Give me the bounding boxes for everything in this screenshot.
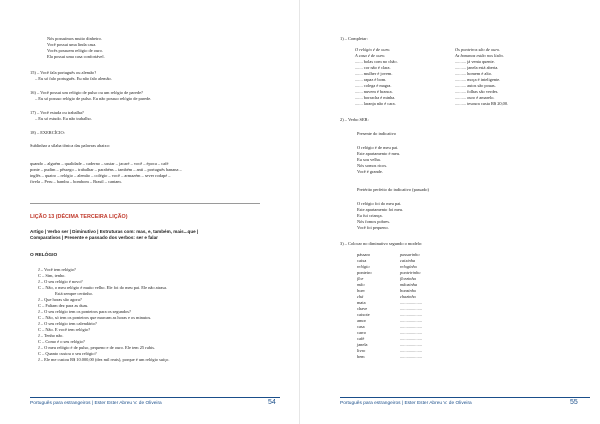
- word: pássaro: [357, 252, 371, 257]
- blank: ....................: [400, 324, 422, 329]
- lesson-title: LIÇÃO 13 (DÉCIMA TERCEIRA LIÇÃO): [30, 214, 128, 220]
- section-divider: [30, 203, 260, 204]
- lesson-topics: Comparativos | Presente e passado dos verbos: ser e falar: [30, 235, 158, 240]
- tense-label: Pretérito perfeito do indicativo (passado): [357, 187, 429, 192]
- word: mão: [357, 282, 365, 287]
- fill-right: .......... tesoura custa R$ 20,00.: [455, 101, 509, 106]
- dialog-line: C – Não. E você tem relógio?: [38, 327, 91, 332]
- word: ponteiro: [357, 270, 372, 275]
- footer-rule: [30, 397, 280, 398]
- fill-left: ....... laranja não é cara.: [355, 101, 396, 106]
- dialog-line: J – O meu relógio é de pulso, pequeno e de ouro. Ele tem 25 rubis.: [38, 345, 156, 350]
- diminutive: caixinha: [400, 258, 416, 263]
- diminutive: chazinho: [400, 294, 416, 299]
- fill-right: .......... ouro é amarelo.: [455, 95, 495, 100]
- footer-text: Português para estrangeiros | Ester Ester Abreu V. de Oliveira: [340, 401, 472, 406]
- dialog-line: C – Sim, tenho.: [38, 273, 66, 278]
- dialog-heading: O RELÓGIO: [30, 253, 58, 258]
- word: relógio: [357, 264, 370, 269]
- dialog-line: J – O seu relógio tem calendário?: [38, 321, 97, 326]
- lesson-topics: Artigo | Verbo ser | Diminutivo | Estruturas com: mas, e, também, mais...que |: [30, 229, 199, 234]
- page-number: 55: [570, 399, 578, 406]
- footer-rule: [340, 397, 590, 398]
- fill-right: .......... moça é inteligente.: [455, 77, 501, 82]
- fill-left: ....... rapaz é bom.: [355, 77, 387, 82]
- page-number: 54: [268, 399, 276, 406]
- dialog-line: Está sempre certinho.: [55, 291, 93, 296]
- footer-text: Português para estrangeiros | Ester Ester Abreu V. de Oliveira: [30, 401, 162, 406]
- question-17: 17) – Você estuda ou trabalha?: [30, 110, 84, 115]
- text-line: Nós possuímos muito dinheiro.: [47, 36, 102, 41]
- blank: ....................: [400, 306, 422, 311]
- word-line: fivela – Peru – bambu – bombom – Brasil – cantam.: [30, 179, 122, 184]
- exercise-instruction: Sublinhar a sílaba tônica das palavras abaixo:: [30, 143, 110, 148]
- dialog-line: J – Tenho não.: [38, 333, 64, 338]
- text-line: Ela possui uma casa confortável.: [47, 54, 105, 59]
- blank: ....................: [400, 330, 422, 335]
- diminutive: bonzinho: [400, 288, 417, 293]
- blank: ....................: [400, 300, 422, 305]
- fill-right: .......... autos são pouas.: [455, 83, 496, 88]
- example-sentence: Você é grande.: [357, 169, 383, 174]
- question-15: 15) – Você fala português ou alemão?: [30, 70, 97, 75]
- word: café: [357, 336, 365, 341]
- right-page: [300, 0, 600, 424]
- example-sentence: Eu fui criança.: [357, 213, 383, 218]
- example-sentence: Nós fomos pobres.: [357, 219, 391, 224]
- word: casa: [357, 324, 365, 329]
- dialog-line: C – Faltam dez para as duas.: [38, 303, 89, 308]
- word: caixote: [357, 312, 370, 317]
- fill-left: ....... mulher é jovem.: [355, 71, 393, 76]
- question-16: 16) – Você possui um relógio de pulso ou um relógio de parede?: [30, 90, 143, 95]
- word: mata: [357, 300, 366, 305]
- fill-right: .......... folhas são verdes.: [455, 89, 499, 94]
- dialog-line: C – Quanto custou o seu relógio?: [38, 351, 97, 356]
- word: bem: [357, 354, 365, 359]
- blank: ....................: [400, 354, 422, 359]
- fill-left: ....... cor não é clara.: [355, 65, 391, 70]
- exercise-1-heading: 1) – Completar:: [340, 36, 368, 41]
- answer-16: – Eu só possuo relógio de pulso. Eu não possuo relógio de parede.: [35, 96, 152, 101]
- answer-17: – Eu só estudo. Eu não trabalho.: [35, 116, 92, 121]
- word: amor: [357, 318, 367, 323]
- word: chá: [357, 294, 364, 299]
- word: janela: [357, 342, 368, 347]
- example-sentence: Este apartamento é meu.: [357, 151, 401, 156]
- answer-15: – Eu só falo português. Eu não falo alemão.: [35, 76, 112, 81]
- word: chave: [357, 306, 368, 311]
- text-line: Vocês possuem relógio de ouro.: [47, 48, 103, 53]
- dialog-line: J – Você tem relógio?: [38, 267, 76, 272]
- tense-label: Presente do indicativo: [357, 131, 397, 136]
- example-sentence: Nós somos ricos.: [357, 163, 388, 168]
- question-18: 18) – EXERCÍCIO:: [30, 130, 65, 135]
- dialog-line: J – Ele me custou R$ 10.000,00 (dez mil reais), porque é um relógio suíço.: [38, 357, 170, 362]
- example-left: A casa é de ouro.: [355, 53, 386, 58]
- word: carro: [357, 330, 367, 335]
- dialog-line: J – O seu relógio é novo?: [38, 279, 83, 284]
- fill-right: .......... já venta quente.: [455, 59, 495, 64]
- example-sentence: Você foi pequeno.: [357, 225, 389, 230]
- fill-left: ....... bolas com no chão.: [355, 59, 398, 64]
- example-sentence: Este apartamento foi meu.: [357, 207, 404, 212]
- example-sentence: O relógio foi do meu pai.: [357, 201, 402, 206]
- blank: ....................: [400, 348, 422, 353]
- diminutive: passarinho: [400, 252, 420, 257]
- fill-left: ....... nuvem é branca.: [355, 89, 393, 94]
- fill-right: .......... janela está aberta.: [455, 65, 499, 70]
- example-right: As bananas estão nos lixão.: [455, 53, 504, 58]
- exercise-3-heading: 3) – Colocar no diminutivo segundo o modelo:: [340, 241, 423, 246]
- fill-right: .......... homem é alto.: [455, 71, 493, 76]
- word: flor: [357, 276, 364, 281]
- diminutive: florzinha: [400, 276, 416, 281]
- fill-left: ....... borracha é minha.: [355, 95, 396, 100]
- word: bom: [357, 288, 365, 293]
- fill-left: ....... colega é magra.: [355, 83, 392, 88]
- example-sentence: O relógio é de meu pai.: [357, 145, 399, 150]
- word: caixa: [357, 258, 367, 263]
- blank: ....................: [400, 312, 422, 317]
- word-line: inglês – quatro – relógio – alemão – colégio – você – armazém – sever rodapé –: [30, 173, 171, 178]
- blank: ....................: [400, 336, 422, 341]
- dialog-line: J – O seu relógio tem os ponteiros para os segundos?: [38, 309, 131, 314]
- word: livro: [357, 348, 366, 353]
- blank: ....................: [400, 318, 422, 323]
- blank: ....................: [400, 342, 422, 347]
- diminutive: relogínho: [400, 264, 417, 269]
- word-line: ponte – pudim – pêssego – trabalhar – parabéns – também – anti – português banana –: [30, 167, 182, 172]
- dialog-line: C – Como é o seu relógio?: [38, 339, 85, 344]
- text-line: Você possui uma linda casa.: [47, 42, 97, 47]
- word-line: quando – alguém – qualidade – caderno – usstar – jacaré – você – época – café: [30, 161, 169, 166]
- diminutive: mãozinha: [400, 282, 418, 287]
- diminutive: ponteirinho: [400, 270, 421, 275]
- dialog-line: C – Não, só tem os ponteiros que marcam as horas e os minutos.: [38, 315, 152, 320]
- example-sentence: Eu sou velha.: [357, 157, 381, 162]
- exercise-2-heading: 2) – Verbo SER:: [340, 117, 369, 122]
- example-left: O relógio é de ouro.: [355, 47, 391, 52]
- dialog-line: C – Não, o meu relógio é muito velho. Ele foi do meu pai. Ele não atrasa.: [38, 285, 168, 290]
- dialog-line: J – Que horas são agora?: [38, 297, 82, 302]
- example-right: Os ponteiros são de ouro.: [455, 47, 501, 52]
